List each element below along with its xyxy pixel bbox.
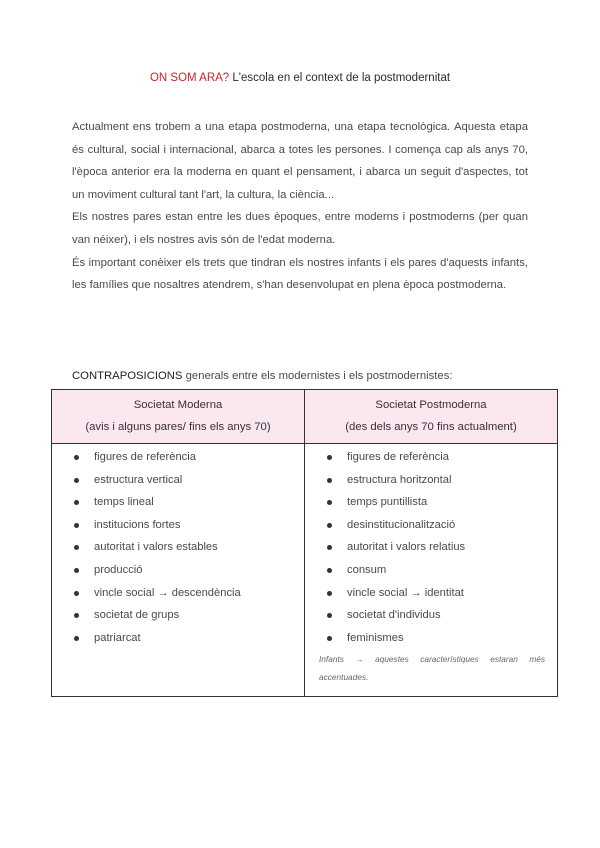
paragraph-1: Actualment ens trobem a una etapa postmoderna, una etapa tecnològica. Aquesta etapa és cultural, social i internacional, abarca a totes les persones. I començа cap als anys 70, l'època anterior era la moderna en quant el pensament, i abarca un seguit d'aspectes, tot un moviment cultural tant l'art, la cultura, la ciència... xyxy=(72,121,528,201)
list-item-text: feminismes xyxy=(347,631,404,644)
list-item xyxy=(66,627,294,650)
page-title xyxy=(0,72,600,84)
list-item xyxy=(66,582,294,605)
list-item xyxy=(319,604,547,627)
bullet-icon xyxy=(74,613,79,618)
header-modern xyxy=(52,390,305,444)
header-postmodern-subtitle: (des dels anys 70 fins actualment) xyxy=(345,421,517,433)
list-item xyxy=(66,536,294,559)
list-item xyxy=(66,469,294,492)
bullet-icon xyxy=(327,455,332,460)
bullet-icon xyxy=(327,545,332,550)
bullet-icon xyxy=(74,545,79,550)
bullet-icon xyxy=(327,500,332,505)
postmodern-list xyxy=(319,446,547,649)
list-item-text: autoritat i valors estables xyxy=(94,541,218,554)
list-item-text: figures de referència xyxy=(347,451,449,463)
header-modern-subtitle: (avis i alguns pares/ fins els anys 70) xyxy=(85,421,271,433)
intro-rest: generals entre els modernistes i els postmodernistes: xyxy=(182,370,453,382)
bullet-icon xyxy=(74,636,79,641)
list-item-text: vincle social → identitat xyxy=(347,586,464,599)
header-modern-title: Societat Moderna xyxy=(133,399,223,411)
bullet-icon xyxy=(327,568,332,573)
bullet-icon xyxy=(74,455,79,460)
list-item xyxy=(319,536,547,559)
infants-note: Infants → aquestes característiques estaran més accentuades. xyxy=(319,654,545,683)
modern-list xyxy=(66,446,294,649)
bullet-icon xyxy=(327,523,332,528)
comparison-table xyxy=(51,389,558,697)
bullet-icon xyxy=(74,568,79,573)
list-item xyxy=(66,514,294,537)
title-highlight: ON SOM ARA? xyxy=(149,72,230,84)
list-item-text: vincle social → descendència xyxy=(94,586,241,599)
bullet-icon xyxy=(74,478,79,483)
intro-strong: CONTRAPOSICIONS xyxy=(72,370,183,382)
body-text xyxy=(72,116,528,297)
list-item-text: autoritat i valors relatius xyxy=(347,541,466,554)
list-item xyxy=(319,446,547,469)
list-item-text: figures de referència xyxy=(94,451,196,463)
list-item xyxy=(319,627,547,650)
list-item-text: temps lineal xyxy=(94,496,154,509)
list-item xyxy=(319,514,547,537)
paragraph-2: Els nostres pares estan entre les dues èpoques, entre moderns i postmoderns (per quan van néixer), i els nostres avis són de l'edat moderna. xyxy=(72,211,528,246)
list-item-text: desinstitucionalització xyxy=(347,518,456,531)
bullet-icon xyxy=(327,478,332,483)
title-rest: L'escola en el context de la postmodernitat xyxy=(229,72,451,84)
bullet-icon xyxy=(327,613,332,618)
modern-cell xyxy=(52,444,305,697)
list-item xyxy=(66,491,294,514)
header-postmodern xyxy=(305,390,558,444)
paragraph-3: És important conèixer els trets que tindran els nostres infants i els pares d'aquests infants, les famílies que nosaltres atendrem, s'han desenvolupat en plena època postmoderna. xyxy=(72,256,528,292)
list-item xyxy=(319,469,547,492)
list-item-text: societat d'individus xyxy=(347,609,441,622)
list-item xyxy=(319,559,547,582)
list-item-text: consum xyxy=(347,563,387,576)
bullet-icon xyxy=(74,500,79,505)
bullet-icon xyxy=(74,523,79,528)
list-item-text: institucions fortes xyxy=(94,518,181,531)
bullet-icon xyxy=(327,636,332,641)
list-item-text: estructura horitzontal xyxy=(347,473,452,486)
table-body-row xyxy=(52,444,558,697)
list-item-text: estructura vertical xyxy=(94,473,183,486)
list-item-text: societat de grups xyxy=(94,609,180,622)
header-postmodern-title: Societat Postmoderna xyxy=(375,399,487,411)
list-item-text: producció xyxy=(94,563,143,576)
table-intro xyxy=(72,368,528,384)
list-item xyxy=(66,604,294,627)
list-item xyxy=(66,559,294,582)
list-item xyxy=(319,582,547,605)
postmodern-cell xyxy=(305,444,558,697)
bullet-icon xyxy=(327,591,332,596)
list-item xyxy=(66,446,294,469)
bullet-icon xyxy=(74,591,79,596)
list-item-text: temps puntillista xyxy=(347,496,428,509)
table-header-row xyxy=(52,390,558,444)
list-item-text: patriarcat xyxy=(94,631,141,644)
list-item xyxy=(319,491,547,514)
